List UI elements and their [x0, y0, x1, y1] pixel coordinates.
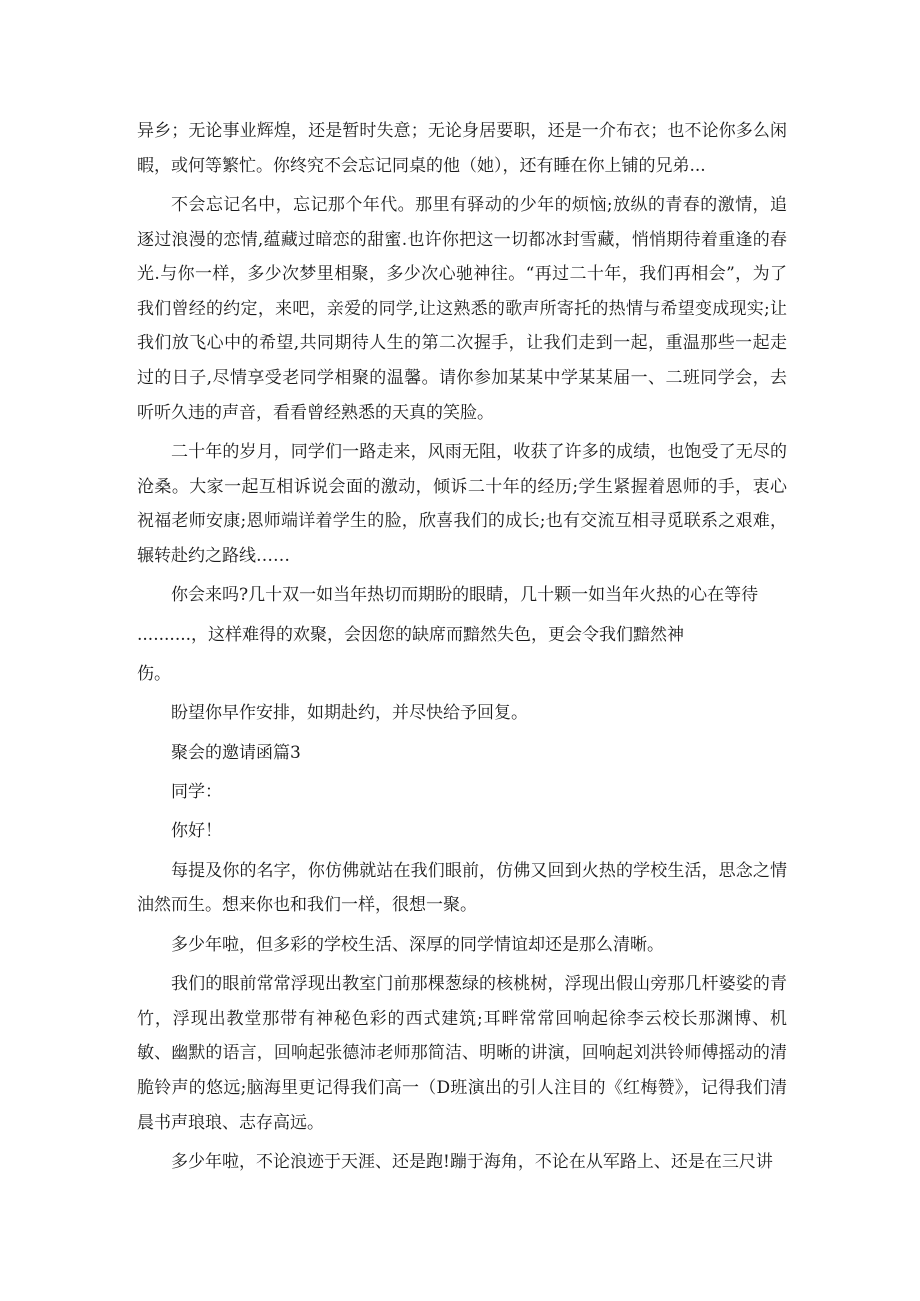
- paragraph: 我们的眼前常常浮现出教室门前那棵葱绿的核桃树，浮现出假山旁那几杆婆娑的青竹，浮现出教堂那带有神秘色彩的西式建筑;耳畔常常回响起徐李云校长那渊博、机敏、幽默的语言，回响起张德沛老师那简洁、明晰的讲演，回响起刘洪铃师傅摇动的清脆铃声的悠远;脑海里更记得我们高一（D班演出的引人注目的《红梅赞》，记得我们清晨书声琅琅、志存高远。: [137, 974, 787, 1133]
- paragraph: 不会忘记名中，忘记那个年代。那里有驿动的少年的烦恼;放纵的青春的激情，追逐过浪漫的恋情,蕴藏过暗恋的甜蜜.也许你把这一切都冰封雪藏，悄悄期待着重逢的春光.与你一样，多少次梦里相聚，多少次心驰神往。“再过二十年，我们再相会”，为了我们曾经的约定，来吧，亲爱的同学,让这熟悉的歌声所寄托的热情与希望变成现实;让我们放飞心中的希望,共同期待人生的第二次握手，让我们走到一起，重温那些一起走过的日子,尽情享受老同学相聚的温馨。请你参加某某中学某某届一、二班同学会，去听听久违的声音，看看曾经熟悉的天真的笑脸。: [137, 194, 787, 423]
- paragraph: 二十年的岁月，同学们一路走来，风雨无阻，收获了许多的成绩，也饱受了无尽的沧桑。大家一起互相诉说会面的激动，倾诉二十年的经历;学生紧握着恩师的手，衷心祝福老师安康;恩师端详着学生的脸，欣喜我们的成长;也有交流互相寻觅联系之艰难，辗转赴约之路线……: [137, 441, 787, 566]
- paragraph-line: 你会来吗?几十双一如当年热切而期盼的眼睛，几十颗一如当年火热的心在等待: [171, 585, 759, 606]
- salutation: 同学：: [171, 782, 222, 803]
- paragraph: 盼望你早作安排，如期赴约，并尽快给予回复。: [171, 703, 528, 724]
- paragraph: 多少年啦，不论浪迹于天涯、还是跑!蹦于海角，不论在从军路上、还是在三尺讲: [171, 1151, 773, 1172]
- paragraph-line: 伤。: [137, 663, 171, 684]
- document-body: [137, 114, 787, 1184]
- greeting: 你好！: [171, 821, 222, 842]
- paragraph-line: ..........，这样难得的欢聚，会因您的缺席而黯然失色，更会令我们黯然神: [137, 624, 685, 645]
- paragraph-continuation: 异乡；无论事业辉煌，还是暂时失意；无论身居要职，还是一介布衣；也不论你多么闲暇，或何等繁忙。你终究不会忘记同桌的他（她），还有睡在你上铺的兄弟...: [137, 121, 787, 176]
- paragraph: 多少年啦，但多彩的学校生活、深厚的同学情谊却还是那么清晰。: [171, 934, 664, 955]
- section-heading: 聚会的邀请函篇3: [171, 742, 301, 763]
- paragraph: [137, 578, 787, 691]
- paragraph: 每提及你的名字，你仿佛就站在我们眼前，仿佛又回到火热的学校生活，思念之情油然而生。想来你也和我们一样，很想一聚。: [137, 860, 787, 916]
